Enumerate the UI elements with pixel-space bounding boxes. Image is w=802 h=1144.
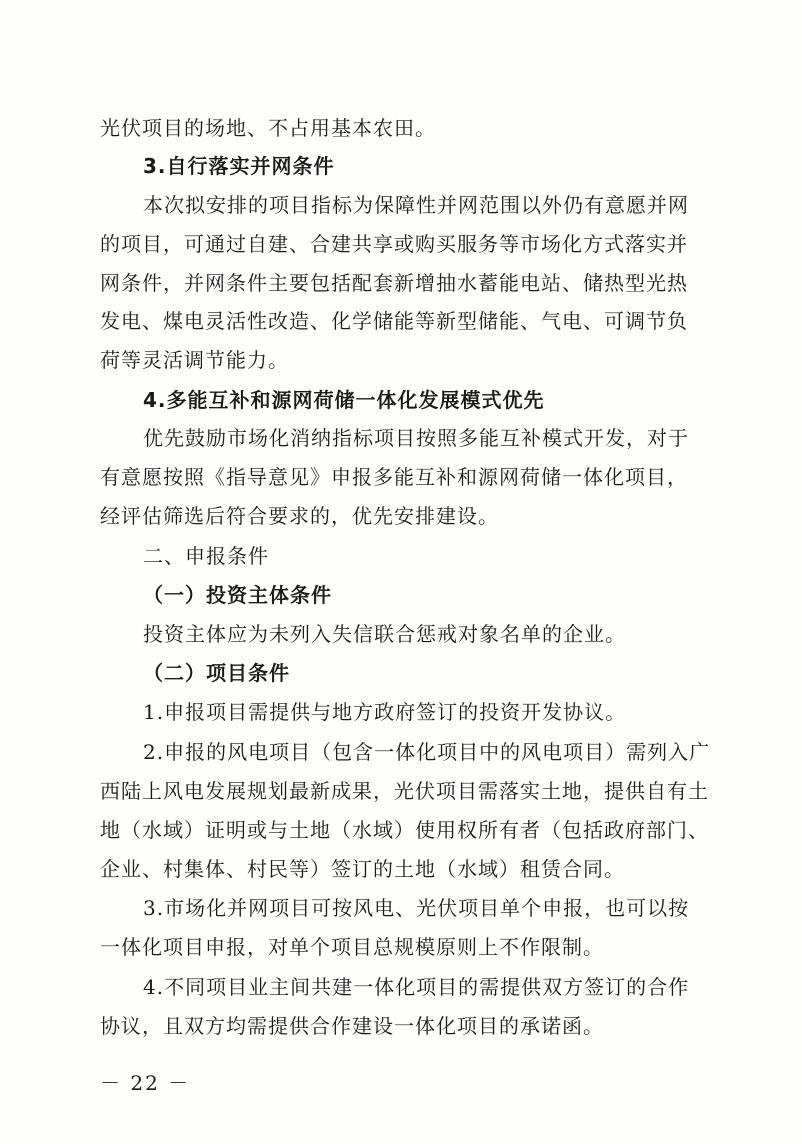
paragraph-line: 的项目，可通过自建、合建共享或购买服务等市场化方式落实并 [100, 232, 688, 256]
paragraph-line: 本次拟安排的项目指标为保障性并网范围以外仍有意愿并网 [143, 193, 689, 217]
paragraph-line: 一体化项目申报，对单个项目总规模原则上不作限制。 [100, 935, 604, 959]
paragraph-line: 协议，且双方均需提供合作建设一体化项目的承诺函。 [100, 1014, 604, 1038]
subsection-heading-project: （二）项目条件 [143, 661, 290, 685]
paragraph-line: 西陆上风电发展规划最新成果，光伏项目需落实土地，提供自有土 [100, 779, 709, 803]
paragraph-line: 有意愿按照《指导意见》申报多能互补和源网荷储一体化项目， [100, 465, 688, 489]
paragraph-line: 发电、煤电灵活性改造、化学储能等新型储能、气电、可调节负 [100, 309, 688, 333]
paragraph-line: 2.申报的风电项目（包含一体化项目中的风电项目）需列入广 [143, 740, 711, 764]
page-number: － 22 － [100, 1071, 191, 1095]
section-heading-3: 3.自行落实并网条件 [143, 154, 335, 178]
section-heading-declaration: 二、申报条件 [143, 544, 269, 568]
paragraph-line: 3.市场化并网项目可按风电、光伏项目单个申报，也可以按 [143, 896, 690, 920]
paragraph-line: 荷等灵活调节能力。 [100, 348, 289, 372]
paragraph-line: 网条件，并网条件主要包括配套新增抽水蓄能电站、储热型光热 [100, 271, 688, 295]
section-heading-4: 4.多能互补和源网荷储一体化发展模式优先 [143, 388, 545, 412]
paragraph-line: 地（水域）证明或与土地（水域）使用权所有者（包括政府部门、 [100, 818, 709, 842]
paragraph-line: 投资主体应为未列入失信联合惩戒对象名单的企业。 [143, 622, 626, 646]
paragraph-line: 企业、村集体、村民等）签订的土地（水域）租赁合同。 [100, 857, 625, 881]
paragraph-line: 优先鼓励市场化消纳指标项目按照多能互补模式开发，对于 [143, 426, 689, 450]
paragraph-line: 光伏项目的场地、不占用基本农田。 [100, 116, 436, 140]
paragraph-line: 4.不同项目业主间共建一体化项目的需提供双方签订的合作 [143, 975, 690, 999]
subsection-heading-investor: （一）投资主体条件 [143, 583, 332, 607]
paragraph-line: 经评估筛选后符合要求的，优先安排建设。 [100, 504, 499, 528]
paragraph-line: 1.申报项目需提供与地方政府签订的投资开发协议。 [143, 700, 627, 724]
